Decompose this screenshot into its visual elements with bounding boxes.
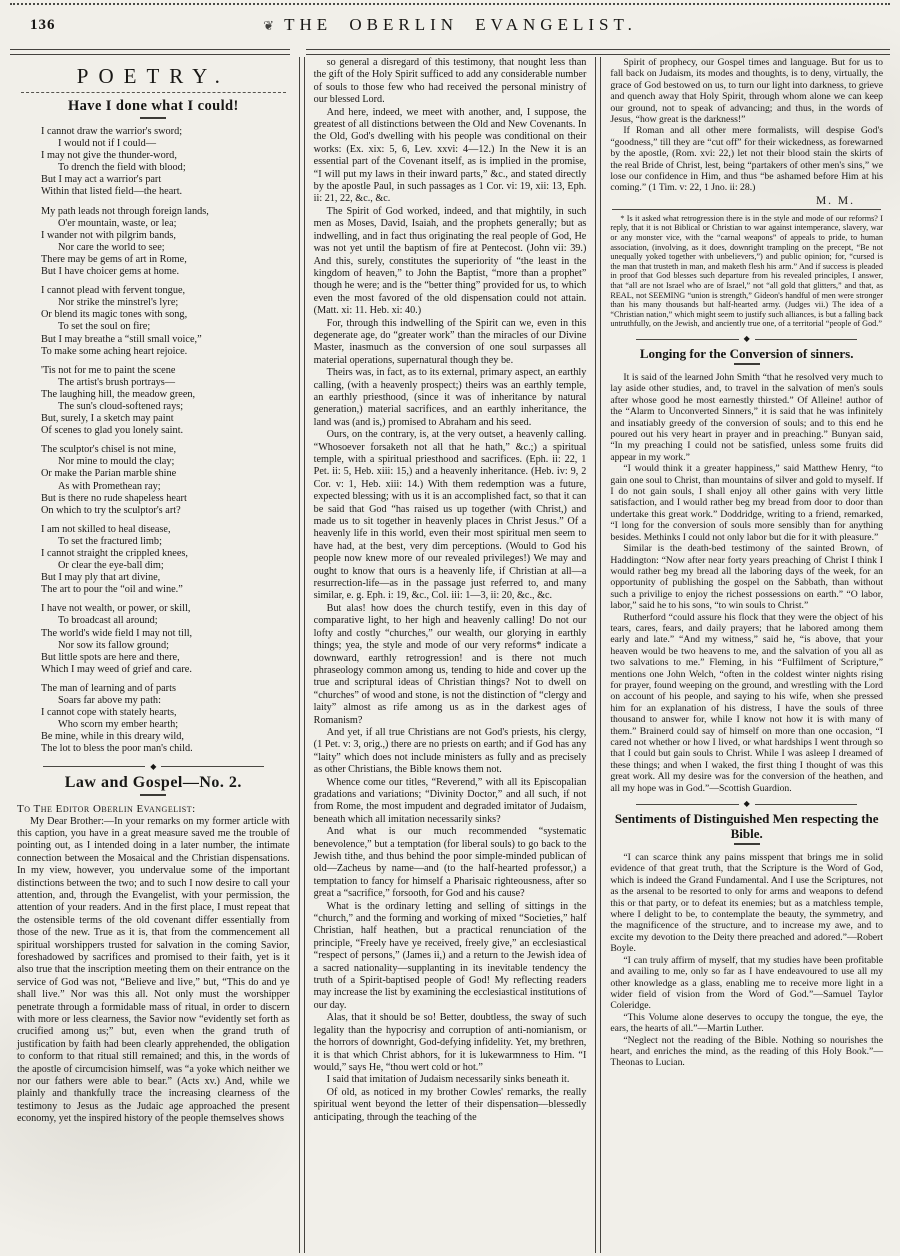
author-signature: M. M. [815, 194, 856, 207]
column-right [601, 57, 892, 1253]
poem-line: On which to try the sculptor's art? [41, 504, 181, 516]
poem-line: The man of learning and of parts [41, 682, 176, 694]
poem-line: To set the fractured limb; [58, 535, 162, 547]
poem-line: I may not give the thunder-word, [41, 150, 177, 162]
poem-stanza [41, 444, 290, 517]
header-rule-left [10, 49, 290, 55]
poem-line: Nor sow its fallow ground; [58, 639, 169, 651]
paragraph: It is said of the learned John Smith “that he resolved very much to lay aside other studies, and, to travel in the salvation of men's souls after whose good he most earnestly thirsted.” Of Alleine! author of the “Alarm to Unconverted Sinners,” it is said that he was infinitely and insatiably greedy of the conversion of souls; and to this end he poured out his very heart in prayer and in preaching.” Bunyan said, “In my preaching I could not be satisfied, unless some fruits did appear in my work.” [610, 372, 884, 463]
poem-line: I would not if I could— [58, 138, 157, 150]
diamond-ornament-icon: ◆ [743, 334, 750, 343]
poem-line: Or make the Parian marble shine [41, 468, 177, 480]
poem-line: Or blend its magic tones with song, [41, 309, 188, 321]
poem-body [17, 126, 290, 756]
poem-line: The sun's cloud-softened rays; [58, 400, 184, 412]
poem-line: Soars far above my path: [58, 695, 161, 707]
printers-ornament-icon: ❦ [263, 18, 275, 33]
header-rule [10, 49, 890, 55]
paragraph: For, through this indwelling of the Spirit can we, even in this degenerate age, do “greater work” than the miracles of our Divine Master, inasmuch as the conversion of one soul surpasses all material operations, supernatural though they be. [313, 317, 587, 366]
section-divider [636, 800, 857, 808]
poem-line: Or clear the eye-ball dim; [58, 560, 164, 572]
poem-line: 'Tis not for me to paint the scene [41, 364, 176, 376]
paragraph: And what is our much recommended “systematic benevolence,” but a temptation (for liberal souls) to go back to the Jewish tithe, and thus behind the poor simple-minded publican of old—Zacheus by name—and (to the half-hearted professor,) a temptation to fancy for himself a Pharisaic righteousness, after so great a “sacrifice,” forsooth, for God and his cause? [313, 826, 587, 900]
paragraph: so general a disregard of this testimony, that nought less than the gift of the Holy Spirit sufficed to add any considerable number of souls to those few who had received the personal ministry of our blessed Lord. [313, 57, 587, 106]
page-header [0, 11, 900, 45]
article-title-longing: Longing for the Conversion of sinners. [639, 346, 854, 361]
columns [8, 57, 892, 1253]
rule [140, 117, 166, 119]
paragraph: I said that imitation of Judaism necessarily sinks beneath it. [326, 1074, 570, 1086]
footnote [610, 214, 883, 329]
header-rule-right [306, 49, 890, 55]
article-body [17, 816, 290, 1126]
diamond-ornament-icon: ◆ [150, 761, 157, 771]
poem-line: But I may ply that art divine, [41, 572, 161, 584]
poem-line: But I may act a warrior's part [41, 174, 162, 186]
poem-line: Which I may weed of grief and care. [41, 663, 192, 675]
article-title-law-and-gospel: Law and Gospel—No. 2. [64, 773, 242, 791]
article-title-sentiments: Sentiments of Distinguished Men respecting the Bible. [614, 811, 879, 842]
poem-line: I am not skilled to heal disease, [41, 523, 171, 535]
paragraph: My Dear Brother:—In your remarks on my former article with this caption, you have in a great measure saved me the trouble of pointing out, as I intended doing in a later number, the intimate connection between the Mosaical and the Christian dispensations. In my view, however, you undervalue some of the important distinctions between the two; and to such I now desire to call your attention, and, through the Evangelist, with your permission, the attention of your readers. And in the first place, I must repeat that the ostensible terms of the old covenant differ essentially from those of the new. True as it is, that from the commencement all spiritual worshippers trusted for salvation in the coming Savior, foreshadowed by sacrifices and promised to their faith, yet is it also true that the inscription meeting them on their entrance on the service of God was not, “Believe and live,” but, “This do and ye shall live.” Nor was this all. Not only must the worshipper penetrate through a formidable mass of ritual, in order to discern with more or less clearness, the Savior now “evidently set forth as crucified among us;” but, even when the grand truth of justification by faith had been clearly apprehended, the obligation to conform to that ritual still remained; and this, in the words of the apostle of circumcision himself, was “a yoke which neither we nor our fathers were able to bear.” (Acts xv.) And, while we plainly and thankfully trace the increasing clearness of the testimony to Jesus as the Judaic age approached the present economy, yet the inspired history of the people themselves shows [17, 815, 290, 1125]
rule [140, 794, 166, 796]
paragraph: Similar is the death-bed testimony of the sainted Brown, of Haddington: “Now after near forty years preaching of Christ I think I would rather beg my bread all the laboring days of the week, for an opportunity of publishing the gospel on the Sabbath, than without such a privilige to enjoy the richest possessions on earth.” “O labor, labor,” said he to his sons, “to win souls to Christ.” [610, 543, 884, 612]
paragraph: And here, indeed, we meet with another, and, I suppose, the greatest of all distinctions between the Old and New Covenants. In the Old, God's dwelling with his people was conditional on their works: (Ex. xix: 5, 6, Lev. xxvi: 4—12.) In the New it is an essential part of the Covenant itself, as is implied in the promise, “I will put my laws in their inward parts,” &c., and stated directly by the apostle Paul, in such passages as 1 Cor. vi: 19, xii: 13, Eph. ii: 21, 22, &c., &c. [313, 106, 587, 205]
paragraph: Of old, as noticed in my brother Cowles' remarks, the really spiritual went beyond the letter of their dispensation—blessedly anticipating, through the teaching of the [313, 1086, 587, 1123]
poem-line: Who scorn my ember hearth; [58, 719, 179, 731]
poem-stanza [41, 524, 290, 597]
paragraph: What is the ordinary letting and selling of sittings in the “church,” and the forming and working of mixed “Societies,” half Christian, half heathen, but a practical renunciation of the principle, “Freely have ye received, freely give,” an ecclesiastical “respect of persons,” (James ii,) and a return to the Jewish idea of a sacred nationality—supplanting in its inevitable tendency the truth of a Spirit-baptised people of God! My reflecting readers may increase the list by examining the ecclesiastical institutions of our day. [313, 900, 587, 1011]
paragraph: Alas, that it should be so! Better, doubtless, the sway of such legality than the hypocrisy and corruption of anti-nomianism, or the horrors of downright, God-defying infidelity. Yet, my brethren, it is that which Christ abhors, for it is lukewarmness to Him. “I would,” says He, “thou wert cold or hot.” [313, 1012, 587, 1073]
poem-line: But little spots are here and there, [41, 651, 180, 663]
poem-stanza [41, 603, 290, 676]
paragraph: “This Volume alone deserves to occupy the tongue, the eye, the ears, the hearts of all.”—Martin Luther. [610, 1011, 884, 1035]
poem-line: My path leads not through foreign lands, [41, 205, 209, 217]
poem-line: Be mine, while in this dreary wild, [41, 731, 184, 743]
poem-line: But I have choicer gems at home. [41, 266, 180, 278]
page-number: 136 [30, 17, 56, 33]
paragraph: “Neglect not the reading of the Bible. Nothing so nourishes the heart, and enriches the mind, as the reading of this Holy Book.”—Theonas to Lucian. [610, 1034, 884, 1069]
poem-line: Of scenes to glad you lonely saint. [41, 425, 184, 437]
rule [734, 363, 760, 365]
paragraph: Whence come our titles, “Reverend,” with all its Episcopalian gradations and variations; “Divinity Doctor,” and all such, if not from Rome, the most impudent and degraded imitator of Judaism, beneath which all imitation necessarily sinks? [313, 776, 587, 825]
rule [734, 843, 760, 845]
poem-line: There may be gems of art in Rome, [41, 253, 187, 265]
poem-line: To broadcast all around; [58, 615, 158, 627]
article-longing-body [610, 372, 883, 794]
poem-stanza [41, 683, 290, 756]
poem-line: Nor mine to mould the clay; [58, 456, 175, 468]
poem-line: As with Promethean ray; [58, 480, 161, 492]
poem-title: Have I done what I could! [67, 98, 239, 114]
paragraph: “I can scarce think any pains misspent that brings me in solid evidence of that great truth, that the Scripture is the Word of God, which is indeed the Grand Fundamental. And I use the Scriptures, not as the arsenal to be resorted to only for arms and weapons to defend this or that party, or to defeat its enemies; but as a matchless temple, where I delight to be, to contemplate the beauty, the symmetry, and the magnificence of the structure, and to increase my awe, and to excite my devotion to the Deity there preached and adored.”—Robert Boyle. [610, 852, 884, 955]
section-title-poetry: POETRY. [76, 64, 230, 88]
poem-line: Nor care the world to see; [58, 241, 165, 253]
paragraph: If Roman and all other mere formalists, will despise God's “goodness,” till they are “cut off” for their wickedness, as forewarned by the apostle, (Rom. xvi: 22,) let not their blood stain the skirts of the real Bride of Christ, lest, being “partakers of other men's sins,” we lose our confidence in Him, and thus “be ashamed before Him at his coming.” (1 Tim. v: 22, 1 Jno. ii: 28.) [610, 125, 884, 194]
poem-line: To set the soul on fire; [58, 321, 151, 333]
poem-line: O'er mountain, waste, or lea; [58, 217, 177, 229]
article-continuation [610, 57, 883, 194]
poem-line: I have not wealth, or power, or skill, [41, 603, 191, 615]
article-sentiments-body [610, 852, 883, 1069]
paragraph: Theirs was, in fact, as to its external, primary aspect, an earthly calling, (with a heavenly prospect;) theirs was an earthly temple, an earthly priesthood, (since it was of inheritance by natural generation,) material sacrifices, and an earthly inheritance, the land was (and is,) promised to Abraham and his seed. [313, 367, 587, 428]
paragraph: Ours, on the contrary, is, at the very outset, a heavenly calling. “Whosoever forsaketh not all that he hath,” &c.;) a spiritual temple, with a spiritual priesthood and sacrifices. (Eph. ii: 22, 1 Pet. ii: 5, Heb. xiii: 15,) and a heavenly inheritance. (Heb. iv: 9, 2 Cor. v: 1, Heb. xiii: 14.) With them redemption was a future, expected blessing; with us it is an accomplished fact, so that it can be said that God “has raised us up together (with Christ,) and made us to sit together in heavenly places in Christ Jesus.” Of a heavenly life in this world, even their most spiritual men seem to have had, at the best, very dim perceptions. (Would to God his people now knew more of our revealed privileges!) We may and ought to know that ours is a heavenly life, if Christian at all—a resurrection-life—as in the passage just referred to, and many similar, e. g. Eph. i: 19, &c., Col. iii: 1—3, ii: 20, &c., &c. [313, 429, 587, 602]
poem-line: The sculptor's chisel is not mine, [41, 444, 177, 456]
masthead-title: THE OBERLIN EVANGELIST. [284, 15, 637, 34]
footnote-paragraph: * Is it asked what retrogression there is in the style and mode of our reforms? I reply, that it is not Biblical or Christian to war against intemperance, slavery, war or any monster vice, with the “carnal weapons” of appeals to pride, to human association, (involving, as it does, downright trampling on the precept, “Be not unequally yoked together with unbelievers,”) and public opinion; for, “cursed is the man that trusteth in man, and maketh flesh his arm.” And if success is pleaded in proof that God blesses such departure from his revealed principles, I answer, that “all are not Israel who are of Israel,” not “all gold that glitters,” and that, as REAL, not SEEMING “union is strength,” Gideon's handful of men were stronger than his many thousands but half-hearted army. (Judges vii.) The idea of a “Christian nation,” which might seem to justify such alliances, is but a falling back untruthfully, on the Jewish, and anciently true one, of a territorial “people of God.” [610, 213, 884, 329]
poem-line: The artist's brush portrays— [58, 376, 176, 388]
paragraph: “I can truly affirm of myself, that my studies have been profitable and availing to me, only so far as I have endeavoured to use all my other knowledge as a glass, enabling me to receive more light in a wider field of vision from the Word of God.”—Samuel Taylor Coleridge. [610, 954, 884, 1012]
poem-line: To make some aching heart rejoice. [41, 345, 188, 357]
poem-line: Within that listed field—the heart. [41, 186, 183, 198]
poem-line: The world's wide field I may not till, [41, 627, 193, 639]
salutation: To The Editor Oberlin Evangelist: [17, 802, 196, 815]
poem-line: But, surely, I a sketch may paint [41, 413, 174, 425]
paragraph: And yet, if all true Christians are not God's priests, his clergy, (1 Pet. v: 3, orig.,) there are no priests on earth; and if God has any “laity” which does not include ministers as fully and as precisely as other Christians, the Bible knows them not. [313, 726, 587, 776]
rule [612, 209, 881, 210]
column-middle [305, 57, 596, 1253]
paragraph: The Spirit of God worked, indeed, and that mightily, in such men as Moses, David, Isaiah, and the prophets generally; but as indwelling, and in fact thus originating the real people of God, He was not yet until the baptism of fire at Pentecost. (John vii: 39.) And this, surely, constitutes the superiority of “the least in the kingdom of heaven,” to John the Baptist, “more than a prophet” though he were; and is the “better thing” provided for us, to which even the most favored of the old dispensation could not attain. (Matt. xi: 11. Heb. xi: 40.) [313, 205, 587, 317]
poem-line: Nor strike the minstrel's lyre; [58, 297, 179, 309]
section-divider [636, 335, 857, 343]
paragraph: But alas! how does the church testify, even in this day of comparative light, to her high and heavenly calling! Do not our lofty and costly “churches,” our wealth, our glorying in earthly things; yea, the style and mode of our very reforms* indicate a downward, earthly retrogression! and is there not much phraseology common among us, tending to hide and cover up the true and scriptural ideas of Christian things? Not to dwell on “churches” of wood and stone, is not the distinction of “clergy and laity” almost as rife among us as in the darkest ages of Romanism? [313, 602, 587, 726]
poem-stanza [41, 126, 290, 199]
poem-line: But I may breathe a “still small voice,” [41, 333, 202, 345]
section-divider [43, 763, 264, 771]
diamond-ornament-icon: ◆ [743, 799, 750, 809]
poem-stanza [41, 285, 290, 358]
poem-line: The art to pour the “oil and wine.” [41, 584, 183, 596]
paragraph: Spirit of prophecy, our Gospel times and language. But for us to fall back on Judaism, its modes and thoughts, is to deny, virtually, the grace of God bestowed on us, to turn our light into darkness, to grieve and quench away that Holy Spirit, through whom alone we can keep our ground, not to speak of advancing; and thus, in the words of Jesus, “how great is the darkness!” [610, 57, 884, 126]
poem-line: I cannot plead with fervent tongue, [41, 285, 186, 297]
masthead [0, 15, 900, 35]
poem-stanza [41, 206, 290, 279]
paragraph: Rutherford “could assure his flock that they were the object of his tears, cares, fears, and daily prayers; that he labored among them early and late.” “And my witness,” said he, “is above, that your heaven would be two heavens to me, and the salvation of you all as two salvations to me.” Fleming, in his “Fulfilment of Scripture,” mentions one John Welch, “often in the coldest winter nights rising for prayer, found weeping on the ground, and wrestling with the Lord on account of his people, and saying to his wife, when she pressed him for an explanation of his distress, I have the souls of three thousand to answer for, while I know not how it is with many of them.” Brainerd could say of himself on more than one occasion, “I cared not whether or how I lived, or what hardships I went through so that I could but gain souls to Christ. While I was asleep I dreamed of these things; and when I waked, the first thing I thought of was this great work. All my desire was for the conversion of the heathen, and all my hope was in God.”—Scottish Guardion. [610, 611, 884, 794]
poem-line: The laughing hill, the meadow green, [41, 388, 196, 400]
poem-line: I cannot draw the warrior's sword; [41, 126, 183, 137]
poem-line: I wander not with pilgrim bands, [41, 229, 176, 241]
poem-line: To drench the field with blood; [58, 162, 186, 174]
scan-edge-artifact [10, 3, 890, 5]
poem-line: I cannot cope with stately hearts, [41, 707, 177, 719]
rule [21, 92, 286, 93]
poem-line: The lot to bless the poor man's child. [41, 743, 193, 755]
column-left [8, 57, 299, 1253]
poem-line: I cannot straight the crippled knees, [41, 548, 188, 559]
paragraph: “I would think it a greater happiness,” said Matthew Henry, “to gain one soul to Christ, than mountains of silver and gold to myself. If I do not gain souls, I shall enjoy all other gains with very little satisfaction, and I would rather beg my bread from door to door than undertake this great work.” Doddridge, writing to a friend, remarked, “I long for the conversion of souls more sensibly than for anything besides. Methinks I could not only labor but die for it with pleasure.” [610, 463, 884, 543]
poem-stanza [41, 365, 290, 438]
poem-line: But is there no rude shapeless heart [41, 492, 187, 504]
